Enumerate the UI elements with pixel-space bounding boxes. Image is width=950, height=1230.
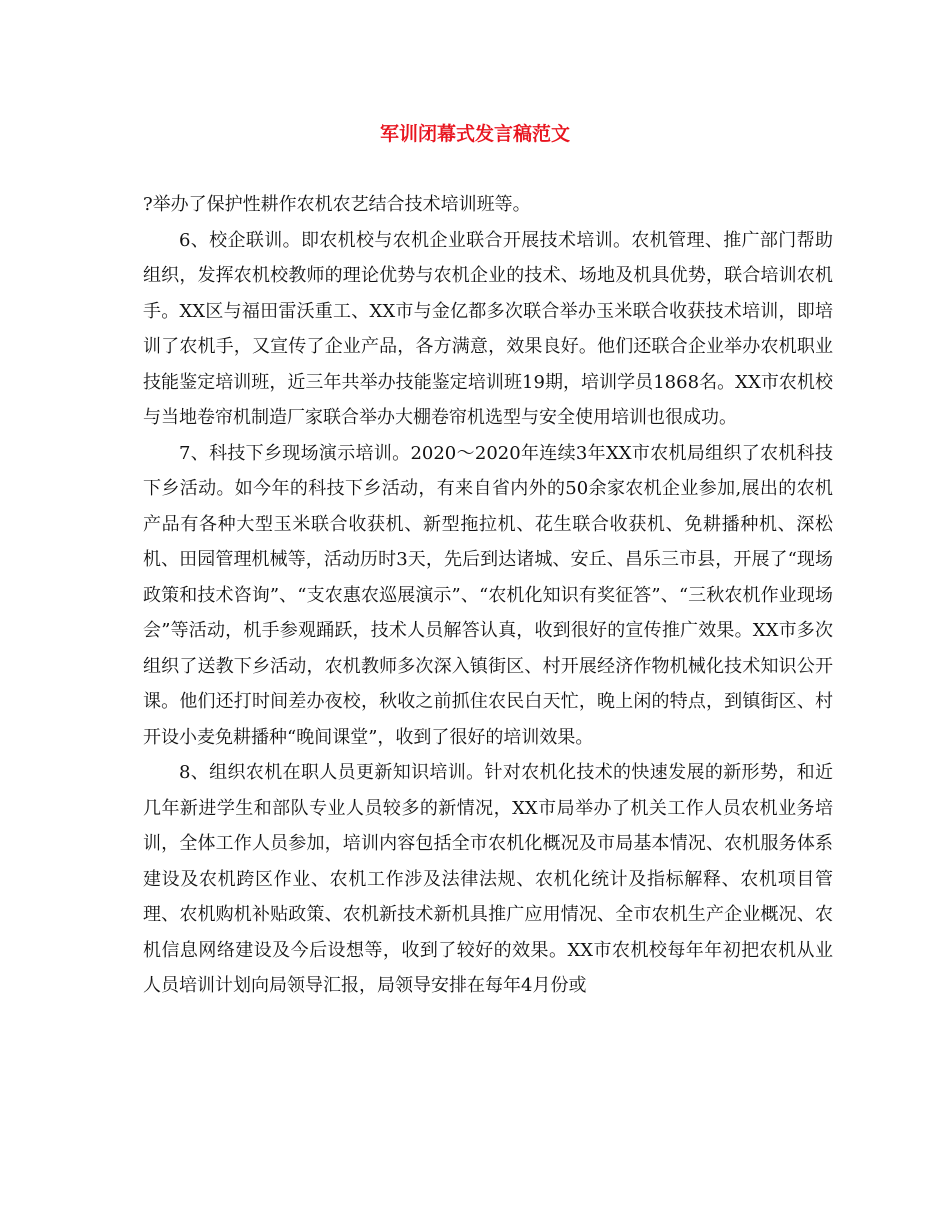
paragraph-tech-to-countryside: 7、科技下乡现场演示培训。2020～2020年连续3年XX市农机局组织了农机科技下乡活动。如今年的科技下乡活动，有来自省内外的50余家农机企业参加,展出的农机产品有各种大型玉米联合收获机、新型拖拉机、花生联合收获机、免耕播种机、深松机、田园管理机械等，活动历时3天，先后到达诸城、安丘、昌乐三市县，开展了“现场政策和技术咨询”、“支农惠农巡展演示”、“农机化知识有奖征答”、“三秋农机作业现场会”等活动，机手参观踊跃，技术人员解答认真，收到很好的宣传推广效果。XX市多次组织了送教下乡活动，农机教师多次深入镇街区、村开展经济作物机械化技术知识公开课。他们还打时间差办夜校，秋收之前抓住农民白天忙，晚上闲的特点，到镇街区、村开设小麦免耕播种“晚间课堂”，收到了很好的培训效果。 — [143, 442, 833, 748]
paragraph-staff-knowledge-training: 8、组织农机在职人员更新知识培训。针对农机化技术的快速发展的新形势，和近几年新进学生和部队专业人员较多的新情况，XX市局举办了机关工作人员农机业务培训，全体工作人员参加，培训内容包括全市农机化概况及市局基本情况、农机服务体系建设及农机跨区作业、农机工作涉及法律法规、农机化统计及指标解释、农机项目管理、农机购机补贴政策、农机新技术新机具推广应用情况、全市农机生产企业概况、农机信息网络建设及今后设想等，收到了较好的效果。XX市农机校每年年初把农机从业人员培训计划向局领导汇报，局领导安排在每年4月份或 — [143, 762, 833, 996]
paragraph-school-enterprise-training: 6、校企联训。即农机校与农机企业联合开展技术培训。农机管理、推广部门帮助组织，发挥农机校教师的理论优势与农机企业的技术、场地及机具优势，联合培训农机手。XX区与福田雷沃重工、XX市与金亿都多次联合举办玉米联合收获技术培训，即培训了农机手，又宣传了企业产品，各方满意，效果良好。他们还联合企业举办农机职业技能鉴定培训班，近三年共举办技能鉴定培训班19期，培训学员1868名。XX市农机校与当地卷帘机制造厂家联合举办大棚卷帘机选型与安全使用培训也很成功。 — [143, 229, 833, 428]
paragraph-continuation: ?举办了保护性耕作农机农艺结合技术培训班等。 — [143, 194, 531, 215]
document-body — [143, 187, 833, 1004]
document-title: 军训闭幕式发言稿范文 — [379, 123, 570, 145]
